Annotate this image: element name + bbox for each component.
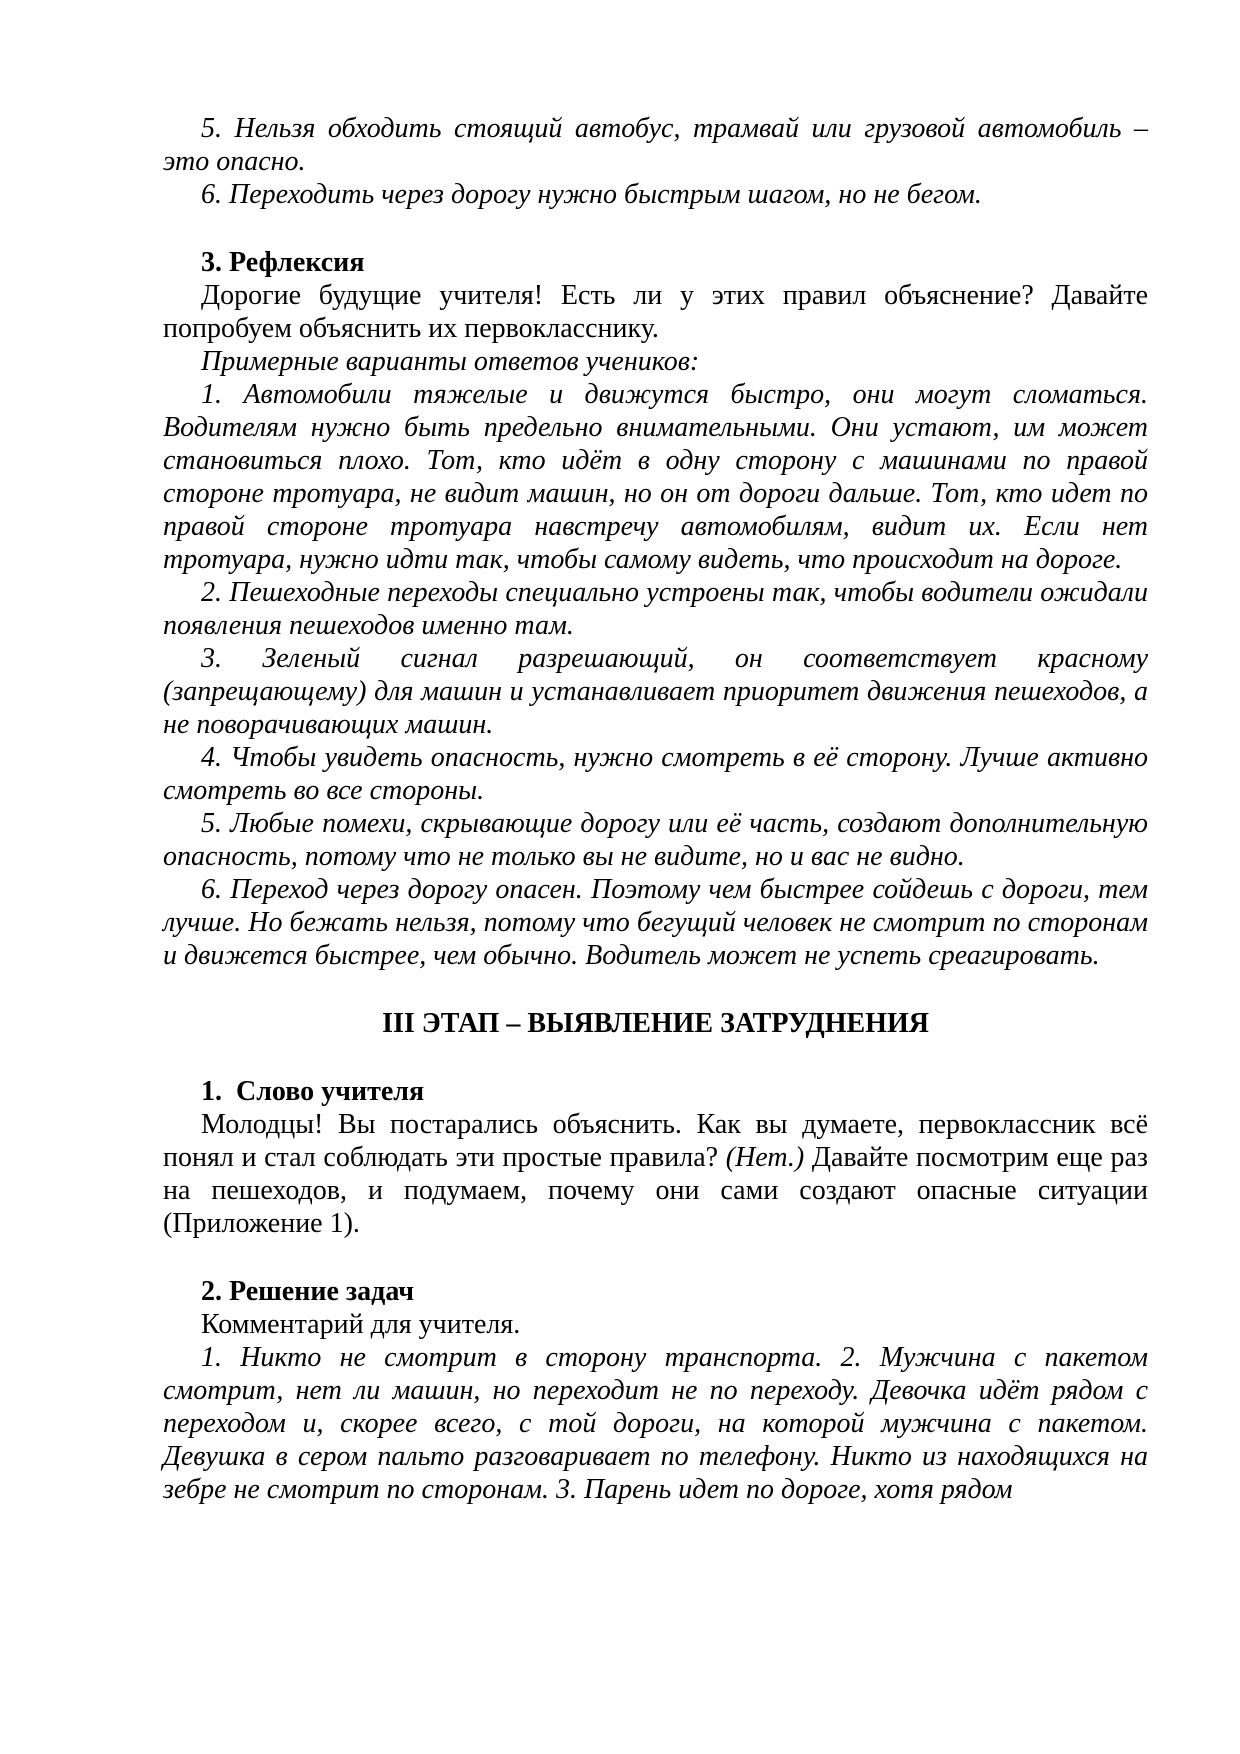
student-answer-5: 5. Любые помехи, скрывающие дорогу или её часть, создают дополнительную опасность, потому что не только вы не видите, но и вас не видно. xyxy=(163,808,1148,872)
blank-line xyxy=(163,1040,1148,1075)
teacher-word-text-post: Давайте посмотрим еще раз на пешеходов, и подумаем, почему они сами создают опасные ситуации (Приложение 1). xyxy=(163,1142,1148,1239)
student-answer-2: 2. Пешеходные переходы специально устроены так, чтобы водители ожидали появления пешеходов именно там. xyxy=(163,577,1148,641)
teacher-word-heading: 1. Слово учителя xyxy=(201,1076,425,1107)
teacher-comment-label: Комментарий для учителя. xyxy=(201,1309,521,1340)
student-answer-4: 4. Чтобы увидеть опасность, нужно смотреть в её сторону. Лучше активно смотреть во все стороны. xyxy=(163,742,1148,806)
reflection-heading: 3. Рефлексия xyxy=(201,247,365,278)
student-answer-6: 6. Переход через дорогу опасен. Поэтому чем быстрее сойдешь с дороги, тем лучше. Но бежать нельзя, потому что бегущий человек не смотрит по сторонам и движется быстрее, чем обычно. Водитель может не успеть среагировать. xyxy=(163,874,1148,971)
rule-item-6: 6. Переходить через дорогу нужно быстрым шагом, но не бегом. xyxy=(201,179,982,210)
solving-commentary: 1. Никто не смотрит в сторону транспорта. 2. Мужчина с пакетом смотрит, нет ли машин, но переходит не по переходу. Девочка идёт рядом с переходом и, скорее всего, с той дороги, на которой мужчина с пакетом. Девушка в сером пальто разговаривает по телефону. Никто из находящихся на зебре не смотрит по сторонам. 3. Парень идет по дороге, хотя рядом xyxy=(163,1342,1148,1505)
teacher-word-text-pre: Молодцы! Вы постарались объяснить. Как вы думаете, первоклассник всё понял и стал соблюдать эти простые правила? xyxy=(163,1109,1148,1173)
answers-label: Примерные варианты ответов учеников: xyxy=(201,346,700,377)
teacher-word-answer-no: (Нет.) xyxy=(725,1142,805,1173)
rule-item-5: 5. Нельзя обходить стоящий автобус, трамвай или грузовой автомобиль – это опасно. xyxy=(163,113,1148,177)
blank-line xyxy=(163,211,1148,246)
blank-line xyxy=(163,1240,1148,1275)
blank-line xyxy=(163,972,1148,1007)
reflection-intro: Дорогие будущие учителя! Есть ли у этих правил объяснение? Давайте попробуем объяснить их первокласснику. xyxy=(163,280,1148,344)
student-answer-1: 1. Автомобили тяжелые и движутся быстро, они могут сломаться. Водителям нужно быть предельно внимательными. Они устают, им может становиться плохо. Тот, кто идёт в одну сторону с машинами по правой стороне тротуара, не видит машин, но он от дороги дальше. Тот, кто идет по правой стороне тротуара навстречу автомобилям, видит их. Если нет тротуара, нужно идти так, чтобы самому видеть, что происходит на дороге. xyxy=(163,379,1148,575)
solving-heading: 2. Решение задач xyxy=(201,1276,415,1307)
stage-heading: III ЭТАП – ВЫЯВЛЕНИЕ ЗАТРУДНЕНИЯ xyxy=(382,1008,929,1039)
student-answer-3: 3. Зеленый сигнал разрешающий, он соответствует красному (запрещающему) для машин и устанавливает приоритет движения пешеходов, а не поворачивающих машин. xyxy=(163,643,1148,740)
teacher-word-paragraph xyxy=(163,1108,1148,1240)
